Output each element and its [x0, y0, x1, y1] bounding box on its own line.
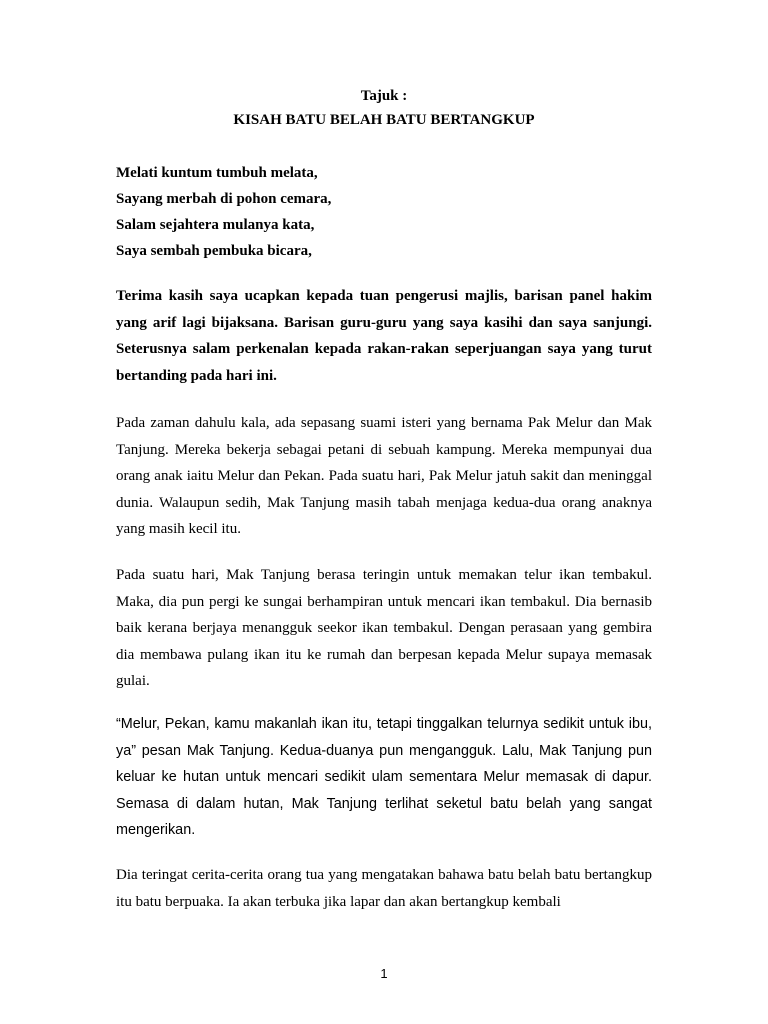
- story-paragraph: Pada zaman dahulu kala, ada sepasang suami isteri yang bernama Pak Melur dan Mak Tanjung. Mereka bekerja sebagai petani di sebuah kampung. Mereka mempunyai dua orang anak iaitu Melur dan Pekan. Pada suatu hari, Pak Melur jatuh sakit dan meninggal dunia. Walaupun sedih, Mak Tanjung masih tabah menjaga kedua-dua orang anaknya yang masih kecil itu.: [116, 415, 652, 537]
- page-number: 1: [380, 966, 388, 981]
- pantun-block: [116, 160, 656, 264]
- story-paragraph: “Melur, Pekan, kamu makanlah ikan itu, tetapi tinggalkan telurnya sedikit untuk ibu, ya” pesan Mak Tanjung. Kedua-duanya pun mengangguk. Lalu, Mak Tanjung pun keluar ke hutan untuk mencari sedikit ulam sementara Melur memasak di dapur. Semasa di dalam hutan, Mak Tanjung terlihat seketul batu belah yang sangat mengerikan.: [116, 716, 652, 838]
- greeting-paragraph: Terima kasih saya ucapkan kepada tuan pengerusi majlis, barisan panel hakim yang arif lagi bijaksana. Barisan guru-guru yang saya kasihi dan saya sanjungi. Seterusnya salam perkenalan kepada rakan-rakan seperjuangan saya yang turut bertanding pada hari ini.: [116, 288, 652, 384]
- document-title: KISAH BATU BELAH BATU BERTANGKUP: [233, 112, 535, 128]
- pantun-line: Salam sejahtera mulanya kata,: [116, 217, 315, 233]
- pantun-line: Melati kuntum tumbuh melata,: [116, 165, 318, 181]
- story-paragraph: Dia teringat cerita-cerita orang tua yang mengatakan bahawa batu belah batu bertangkup itu batu berpuaka. Ia akan terbuka jika lapar dan akan bertangkup kembali: [116, 867, 652, 910]
- story-paragraph: Pada suatu hari, Mak Tanjung berasa teringin untuk memakan telur ikan tembakul. Maka, dia pun pergi ke sungai berhampiran untuk mencari ikan tembakul. Dia bernasib baik kerana berjaya menangguk seekor ikan tembakul. Dengan perasaan yang gembira dia membawa pulang ikan itu ke rumah dan berpesan kepada Melur supaya memasak gulai.: [116, 567, 652, 689]
- title-label: Tajuk :: [360, 88, 408, 104]
- pantun-line: Saya sembah pembuka bicara,: [116, 243, 312, 259]
- pantun-line: Sayang merbah di pohon cemara,: [116, 191, 332, 207]
